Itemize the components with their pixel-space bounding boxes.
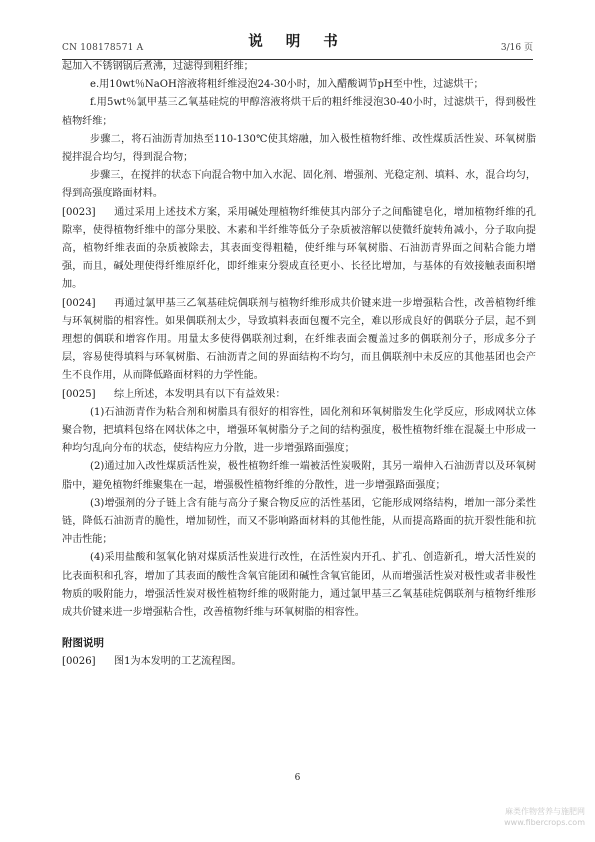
paragraph-text: 通过采用上述技术方案，采用碱处理植物纤维使其内部分子之间酯键皂化，增加植物纤维的孔隙率，使得植物纤维中的部分果胶、木素和半纤维等低分子杂质被溶解以使微纤旋转角减小，分子取向提高，植物纤维表面的杂质被除去，其表面变得粗糙，使纤维与环氧树脂、石油沥青界面之间粘合能力增强，而且，碱处理使得纤维原纤化，即纤维束分裂成直径更小、长径比增加，与基体的有效接触表面积增加。 — [62, 206, 536, 291]
benefit-2: (2)通过加入改性煤质活性炭，极性植物纤维一端被活性炭吸附，其另一端伸入石油沥青以及环氧树脂中，避免植物纤维聚集在一起，增强极性植物纤维的分散性，进一步增强路面强度； — [62, 461, 536, 491]
paragraph-text: 图1为本发明的工艺流程图。 — [114, 655, 242, 667]
watermark-url: www.fibercrops.com — [504, 818, 585, 827]
paragraph-number: [0024] — [62, 297, 96, 309]
watermark — [504, 806, 585, 828]
watermark-title: 麻类作物营养与施肥网 — [505, 807, 585, 816]
paragraph-0023 — [62, 204, 536, 295]
paragraph-text: 再通过氯甲基三乙氧基硅烷偶联剂与植物纤维形成共价键来进一步增强粘合性，改善植物纤维与环氧树脂的相容性。如果偶联剂太少，导致填料表面包覆不完全，难以形成良好的偶联分子层，起不到理想的偶联和增容作用。用量太多使得偶联剂过剩，在纤维表面会覆盖过多的偶联剂分子，形成多分子层，容易使得填料与环氧树脂、石油沥青之间的界面结构不均匀，而且偶联剂中未反应的其他基团也会产生不良作用，从而降低路面材料的力学性能。 — [62, 297, 536, 382]
list-item-e: e.用10wt％NaOH溶液将粗纤维浸泡24-30小时，加入醋酸调节pH至中性，过滤烘干； — [90, 79, 484, 91]
section-title-drawings: 附图说明 — [62, 637, 104, 650]
page-header — [62, 33, 533, 59]
page-counter: 3/16 页 — [500, 43, 533, 53]
document-body — [62, 58, 536, 671]
continuation-line: 起加入不锈钢锅后煮沸，过滤得到粗纤维； — [62, 61, 254, 72]
page-number: 6 — [294, 773, 301, 783]
benefit-4: (4)采用盐酸和氢氧化钠对煤质活性炭进行改性，在活性炭内开孔、扩孔、创造新孔，增大活性炭的比表面积和孔容，增加了其表面的酸性含氧官能团和碱性含氧官能团，从而增强活性炭对极性或者非极性物质的吸附能力，增强活性炭对极性植物纤维的吸附能力，通过氯甲基三乙氧基硅烷偶联剂与植物纤维形成共价键来进一步增强粘合性，改善植物纤维与环氧树脂的相容性。 — [62, 552, 536, 619]
paragraph-number: [0025] — [62, 388, 96, 400]
paragraph-0025 — [62, 386, 536, 404]
paragraph-number: [0023] — [62, 206, 96, 218]
document-type-title: 说 明 书 — [248, 33, 347, 50]
paragraph-number: [0026] — [62, 655, 96, 667]
paragraph-0024 — [62, 295, 536, 386]
benefit-1: (1)石油沥青作为粘合剂和树脂具有很好的相容性，固化剂和环氧树脂发生化学反应，形成网状立体聚合物，把填料包络在网状体之中，增强环氧树脂分子之间的结构强度，极性植物纤维在混凝土中形成一种均匀乱向分布的状态，使结构应力分散，进一步增强路面强度； — [62, 406, 536, 455]
patent-number: CN 108178571 A — [62, 43, 144, 53]
list-item-f: f.用5wt％氯甲基三乙氧基硅烷的甲醇溶液将烘干后的粗纤维浸泡30-40小时，过滤烘干，得到极性植物纤维； — [62, 97, 536, 127]
step-three: 步骤三，在搅拌的状态下向混合物中加入水泥、固化剂、增强剂、光稳定剂、填料、水，混合均匀，得到高强度路面材料。 — [62, 170, 536, 200]
step-two: 步骤二，将石油沥青加热至110-130℃使其熔融，加入极性植物纤维、改性煤质活性炭、环氧树脂搅拌混合均匀，得到混合物； — [62, 133, 536, 164]
paragraph-0026 — [62, 653, 536, 671]
benefit-3: (3)增强剂的分子链上含有能与高分子聚合物反应的活性基团，它能形成网络结构，增加一部分柔性链，降低石油沥青的脆性，增加韧性，而又不影响路面材料的其他性能，从而提高路面的抗开裂性能和抗冲击性能； — [62, 497, 536, 546]
paragraph-text: 综上所述，本发明具有以下有益效果： — [114, 388, 286, 400]
